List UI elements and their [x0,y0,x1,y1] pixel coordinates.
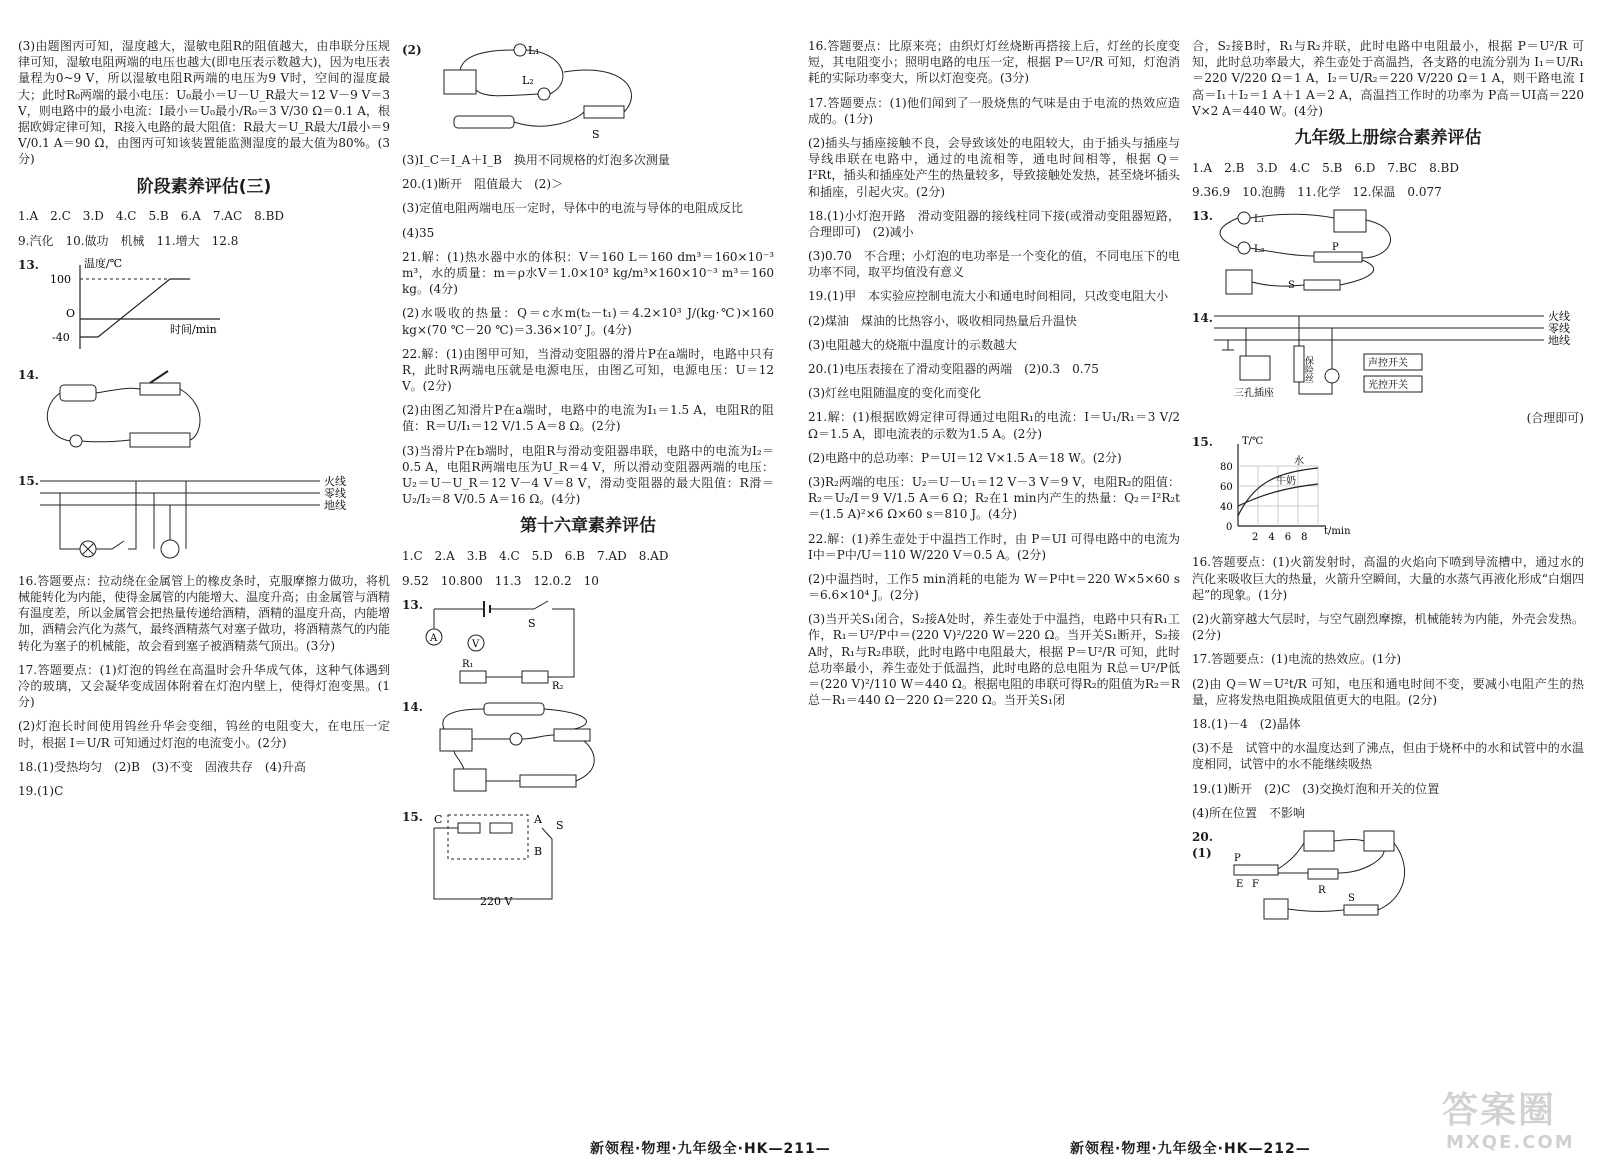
column-1 [18,38,390,1108]
switch-icon [1304,280,1340,290]
answer-paragraph: (2)火箭穿越大气层时，与空气剧烈摩擦，机械能转为内能，外壳会发热。(2分) [1192,612,1584,643]
answer-paragraph: (3)当开关S₁闭合，S₂接A处时，养生壶处于中温挡，电路中只有R₁工作，R₁＝U²/P中＝(220 V)²/220 W＝220 Ω。当开关S₁断开，S₂接A时，R₁与R₂串联，此时电路中电阻最大，根据 P＝U²/R 可知，此时总功率最小，养生壶处于低温挡，此时电路的总电阻为 R总＝U²/P低＝(220 V)²/110 W＝440 Ω。根据电阻的串联可得R₂的阻值为R₂＝R总－R₁＝440 Ω－220 Ω＝220 Ω。当开关S₁闭 [808,612,1180,708]
socket-icon [161,540,179,558]
battery-icon [60,385,96,401]
tick-40: 40 [1220,502,1233,514]
tick-80: 80 [1220,462,1233,474]
answer-paragraph: 16.答题要点：拉动绕在金属管上的橡皮条时，克服摩擦力做功，将机械能转化为内能，使得金属管的内能增大、温度升高；由金属管与酒精有温度差，所以金属管会把热量传递给酒精，酒精的温度升高，内能增加，酒精会汽化为蒸气，最终酒精蒸气对塞子做功，将酒精蒸气的内能转化为塞子的机械能，故会看到塞子被酒精蒸气顶出。(3分) [18,573,390,653]
question-number: 13. [402,597,423,612]
switch-icon [554,729,590,741]
temperature-time-graph [1214,434,1364,544]
watermark-text: 答案圈 [1442,1090,1557,1131]
fill-in-answers: 9.汽化 10.做功 机械 11.增大 12.8 [18,233,239,248]
answer-paragraph: 22.解：(1)由图甲可知，当滑动变阻器的滑片P在a端时，电路中只有R，此时R两端电压就是电源电压，由图乙可知，电源电压：U＝12 V。(2分) [402,346,774,394]
label-l2: L₂ [522,74,534,87]
label-c: C [434,812,443,826]
label-p: P [1332,242,1339,254]
circuit-drawing [1224,829,1424,925]
live-label: 火线 [324,474,346,488]
wire [1220,214,1391,286]
answer-paragraph: (3)定值电阻两端电压一定时，导体中的电流与导体的电阻成反比 [402,201,744,216]
bulb-l1-icon [514,44,526,56]
label-l2: L₂ [1254,244,1265,256]
figure-20-circuit [1192,829,1584,925]
label-s: S [1348,892,1355,904]
voltage-label: 220 V [480,894,513,908]
question-number: 15. [1192,435,1213,450]
bulb-icon [510,733,522,745]
answer-paragraph: 18.(1)受热均匀 (2)B (3)不变 固液共存 (4)升高 [18,759,306,774]
ammeter-label: A [430,632,438,644]
tick-60: 60 [1220,482,1233,494]
voltmeter-label: V [472,638,480,650]
figure-15-household-circuit [18,473,390,563]
answer-paragraph: 20.(1)电压表接在了滑动变阻器的两端 (2)0.3 0.75 [808,362,1099,376]
battery-icon [454,116,514,128]
answer-paragraph: (2)电路中的总功率：P＝UI＝12 V×1.5 A＝18 W。(2分) [808,450,1122,465]
wire [1299,382,1332,394]
question-number: 15. [402,809,423,824]
figure-13-circuit-diagram [402,597,774,689]
switch-icon [140,383,180,395]
answer-paragraph: 21.解：(1)热水器中水的体积：V＝160 L＝160 dm³＝160×10⁻³ m³，水的质量：m＝ρ水V＝1.0×10³ kg/m³×160×10⁻³ m³＝160 kg。(4分) [402,249,774,297]
answer-paragraph: (3)由题图丙可知，湿度越大，湿敏电阻R的阻值越大，由串联分压规律可知，湿敏电阻两端的电压也越大(即电压表示数越大)，因为电压表量程为0~9 V，所以湿敏电阻R两端的电压为9 V时，空间的湿度最大；此时R₀两端的最小电压：U₀最小＝U－U_R最大＝12 V－9 V＝3 V，则电路中的最小电流：I最小＝U₀最小/R₀＝3 V/30 Ω＝0.1 A，根据欧姆定律可知，R接入电路的最大阻值：R最大＝U_R最大/I最小＝9 V/0.1 A＝90 Ω，由图丙可知该装置能监测湿度的最大值为80%。(3分) [18,39,390,167]
battery-icon [1226,270,1252,294]
bulb-l1-icon [1238,212,1250,224]
question-number: 14. [18,367,39,382]
section-heading: 第十六章素养评估 [520,516,656,537]
ammeter-icon [440,729,472,751]
y-axis-label: T/℃ [1242,436,1264,448]
figure-13-temperature-graph [18,257,390,357]
answer-paragraph: (4)35 [402,225,435,240]
wire [1278,839,1405,911]
x-ticks: 2 4 6 8 [1252,532,1308,544]
answer-paragraph: 16.答题要点：(1)火箭发射时，高温的火焰向下喷到导流槽中，通过水的汽化来吸收巨大的热量，火箭升空瞬间，大量的水蒸气再液化形成“白烟四起”的现象。(1分) [1192,555,1584,602]
fill-in-answers: 9.36.9 10.泡腾 11.化学 12.保温 0.077 [1192,185,1442,200]
answer-paragraph: (2)中温挡时，工作5 min消耗的电能为 W＝P中t＝220 W×5×60 s＝6.6×10⁴ J。(2分) [808,571,1180,603]
temperature-time-graph [40,257,240,357]
figure-15-heating-graph [1192,434,1584,544]
question-number: 15. [18,473,39,488]
fill-in-answers: 9.52 10.800 11.3 12.0.2 10 [402,573,599,588]
socket-icon [1240,356,1270,380]
column-4 [1192,38,1584,1108]
answer-paragraph: 19.(1)断开 (2)C (3)交换灯泡和开关的位置 [1192,781,1440,796]
question-number: 14. [1192,311,1213,326]
fuse-label: 保险丝 [1303,356,1313,384]
note: (合理即可) [1526,411,1584,426]
wire [47,388,200,442]
label-s: S [528,616,536,630]
lamp-icon [1325,369,1339,383]
label-s: S [592,128,600,141]
label-r2: R₂ [552,680,564,689]
answer-paragraph: (2)由 Q＝W＝U²t/R 可知，电压和通电时间不变，要减小电阻产生的热量，应将发热电阻换成阻值更大的电阻。(2分) [1192,676,1584,707]
figure-14-circuit [18,367,390,463]
circuit-drawing [40,367,240,463]
answer-paragraph: (2)水吸收的热量：Q＝c水m(t₂－t₁)＝4.2×10³ J/(kg·℃)×160 kg×(70 ℃－20 ℃)＝3.36×10⁷ J。(4分) [402,306,774,337]
light-switch-label: 光控开关 [1368,380,1408,392]
socket-label: 三孔插座 [1234,388,1274,400]
label-l1: L₁ [528,44,540,57]
answer-paragraph: 19.(1)甲 本实验应控制电流大小和通电时间相同，只改变电阻大小 [808,289,1169,304]
neutral-label: 零线 [324,486,346,500]
ground-label: 地线 [1548,334,1570,348]
page-footer-right: 新领程·物理·九年级全·HK—212— [1070,1141,1311,1157]
device-box [448,815,528,859]
label-f: F [1252,878,1259,890]
answer-paragraph: (3)电阻越大的烧瓶中温度计的示数越大 [808,337,1017,352]
origin-label: O [66,306,76,320]
ground-symbol-icon [1222,340,1234,350]
figure-14-household-circuit [1192,310,1584,406]
milk-label: 牛奶 [1276,476,1296,488]
answer-paragraph: 20.(1)断开 阻值最大 (2)＞ [402,177,564,192]
answer-paragraph: 17.答题要点：(1)灯泡的钨丝在高温时会升华成气体，这种气体遇到冷的玻璃，又会凝华变成固体附着在灯泡内壁上，使得灯泡变黑。(1分) [18,662,390,710]
multiple-choice-answers: 1.A 2.B 3.D 4.C 5.B 6.D 7.BC 8.BD [1192,160,1459,175]
answer-paragraph: (2)插头与插座接触不良，会导致该处的电阻较大，由于插头与插座与导线串联在电路中，通过的电流相等，通电时间相等，根据 Q＝I²Rt，插头和插座处产生的热量较多，导致接触处发热，甚至烧坏插头和插座，引起火灾。(2分) [808,135,1180,199]
label-s: S [1288,280,1295,292]
battery-icon [484,703,544,715]
answer-paragraph: (3)R₂两端的电压：U₂＝U－U₁＝12 V－3 V＝9 V，电阻R₂的阻值：R₂＝U₂/I＝9 V/1.5 A＝6 Ω；R₂在1 min内产生的热量：Q₂＝I²R₂t＝(1.5 A)²×6 Ω×60 s＝810 J。(4分) [808,474,1180,522]
bulb-l2-icon [538,88,550,100]
answer-paragraph: (3)不是 试管中的水温度达到了沸点，但由于烧杯中的水和试管中的水温度相同，试管中的水不能继续吸热 [1192,741,1584,772]
switch-lever [150,371,168,383]
rheostat-icon [520,775,576,787]
multiple-choice-answers: 1.C 2.A 3.B 4.C 5.D 6.B 7.AD 8.AD [402,549,669,564]
answer-paragraph: (3)0.70 不合理；小灯泡的电功率是一个变化的值，不同电压下的电功率不同，取平均值没有意义 [808,249,1180,280]
answer-paragraph: (2)灯泡长时间使用钨丝升华会变细，钨丝的电阻变大，在电压一定时，根据 I＝U/R 可知通过灯泡的电流变小。(2分) [18,719,390,750]
ammeter-icon [444,70,476,94]
question-number: 20.(1) [1192,829,1213,861]
y-axis-label: 温度/℃ [84,256,123,270]
label-l1: L₁ [1254,214,1265,226]
switch-icon [584,106,624,118]
label-e: E [1236,878,1244,890]
tick-0: 0 [1226,522,1233,534]
label-s: S [556,818,564,832]
schematic [424,597,594,689]
label-r1: R₁ [462,658,474,670]
answer-paragraph: 17.答题要点：(1)电流的热效应。(1分) [1192,652,1402,667]
rheostat-icon [1234,865,1278,875]
tick-minus-40: -40 [52,330,70,344]
parallel-circuit-drawing [424,42,644,142]
multiple-choice-answers: 1.A 2.C 3.D 4.C 5.B 6.A 7.AC 8.BD [18,209,285,224]
heater-circuit-diagram [424,809,604,909]
resistor-icon [1308,869,1338,879]
answer-paragraph: 16.答题要点：比原来亮；由织灯灯丝烧断再搭接上后，灯丝的长度变短，其电阻变小；照明电路的电压一定，根据 P＝U²/R 可知，灯泡消耗的实际功率变大，所以灯泡变亮。(3分) [808,39,1180,86]
x-axis-label: t/min [1324,526,1351,538]
answer-paragraph: (2)煤油 煤油的比热容小，吸收相同热量后升温快 [808,313,1077,328]
resistor-r2-icon [522,671,548,683]
ground-label: 地线 [324,498,346,512]
answer-paragraph: (3)当滑片P在b端时，电阻R与滑动变阻器串联，电路中的电流为I₂＝0.5 A，电阻R两端电压为U_R＝4 V，所以滑动变阻器两端的电压：U₂＝U－U_R＝12 V－4 V＝8 V，滑动变阻器的最大阻值：R滑＝U₂/I₂＝8 V/0.5 A＝16 Ω。(4分) [402,443,774,507]
column-3 [808,38,1180,1108]
voltmeter-icon [454,769,486,791]
household-wiring-diagram [40,473,370,563]
tick-100: 100 [50,272,71,286]
column-2 [402,38,774,1108]
answer-paragraph: 18.(1)小灯泡开路 滑动变阻器的接线柱同下接(或滑动变阻器短路，合理即可) (2)减小 [808,208,1180,239]
label-a: A [534,812,542,826]
sub-question-label: (2) [402,43,422,57]
neutral-label: 零线 [1548,322,1570,336]
label-r: R [1318,884,1326,896]
household-wiring-diagram [1214,310,1574,406]
bulb-l2-icon [1238,242,1250,254]
battery-icon [1264,899,1288,919]
rheostat-icon [130,433,190,447]
circuit-drawing [1214,208,1414,300]
watermark-url: MXQE.COM [1446,1132,1575,1153]
rheostat-icon [1314,252,1362,262]
label-p: P [1234,852,1241,864]
answer-paragraph: (2)由图乙知滑片P在a端时，电路中的电流为I₁＝1.5 A，电阻R的阻值：R＝U/I₁＝12 V/1.5 A＝8 Ω。(2分) [402,403,774,434]
switch-icon [490,601,548,609]
wire [548,609,574,677]
watermark-logo [1436,1085,1586,1155]
wire [128,481,136,549]
page-footer-left: 新领程·物理·九年级全·HK—211— [590,1141,831,1157]
wire [443,709,594,781]
x-axis-label: 时间/min [170,322,217,336]
answer-paragraph: (3)灯丝电阻随温度的变化而变化 [808,386,981,401]
wire [434,828,552,899]
answer-paragraph: 22.解：(1)养生壶处于中温挡工作时，由 P＝UI 可得电路中的电流为 I中＝P中/U＝110 W/220 V＝0.5 A。(2分) [808,531,1180,562]
water-label: 水 [1294,456,1304,468]
resistor-icon [458,823,480,833]
ammeter-icon [1304,831,1334,851]
figure-parallel-circuit [402,42,774,142]
figure-13-circuit [1192,208,1584,300]
switch-icon [1344,905,1378,915]
wire [60,493,80,549]
section-heading: 阶段素养评估(三) [136,176,272,197]
answer-paragraph: (3)I_C＝I_A＋I_B 换用不同规格的灯泡多次测量 [402,153,670,167]
section-heading: 九年级上册综合素养评估 [1294,127,1482,148]
answer-paragraph: 17.答题要点：(1)他们闻到了一股烧焦的气味是由于电流的热效应造成的。(1分) [808,95,1180,126]
label-b: B [534,844,543,858]
circuit-drawing [424,699,624,799]
resistor-r1-icon [460,671,486,683]
bulb-icon [70,435,82,447]
answer-paragraph: (4)所在位置 不影响 [1192,805,1305,820]
resistor-icon [490,823,512,833]
answer-paragraph: 21.解：(1)根据欧姆定律可得通过电阻R₁的电流：I＝U₁/R₁＝3 V/2 Ω＝1.5 A，即电流表的示数为1.5 A。(2分) [808,410,1180,441]
ammeter-icon [1334,210,1366,232]
figure-14-circuit [402,699,774,799]
question-number: 13. [1192,209,1213,224]
question-number: 13. [18,257,39,272]
question-number: 14. [402,699,423,714]
answer-paragraph: 19.(1)C [18,783,64,798]
answer-paragraph: 18.(1)－4 (2)晶体 [1192,716,1301,731]
figure-15-circuit [402,809,774,909]
live-label: 火线 [1548,310,1570,324]
sound-switch-label: 声控开关 [1368,358,1408,370]
voltmeter-icon [1364,831,1394,851]
answer-paragraph: 合，S₂接B时，R₁与R₂并联，此时电路中电阻最小，根据 P＝U²/R 可知，此时总功率最大，养生壶处于高温挡，各支路的电流分别为 I₁＝U/R₁＝220 V/220 Ω＝1 A，I₂＝U/R₂＝220 V/220 Ω＝1 A，则干路电流 I高＝I₁＋I₂＝1 A＋1 A＝2 A，高温挡工作时的功率为 P高＝UI高＝220 V×2 A＝440 W。(4分) [1192,39,1584,118]
switch-icon [96,541,124,549]
